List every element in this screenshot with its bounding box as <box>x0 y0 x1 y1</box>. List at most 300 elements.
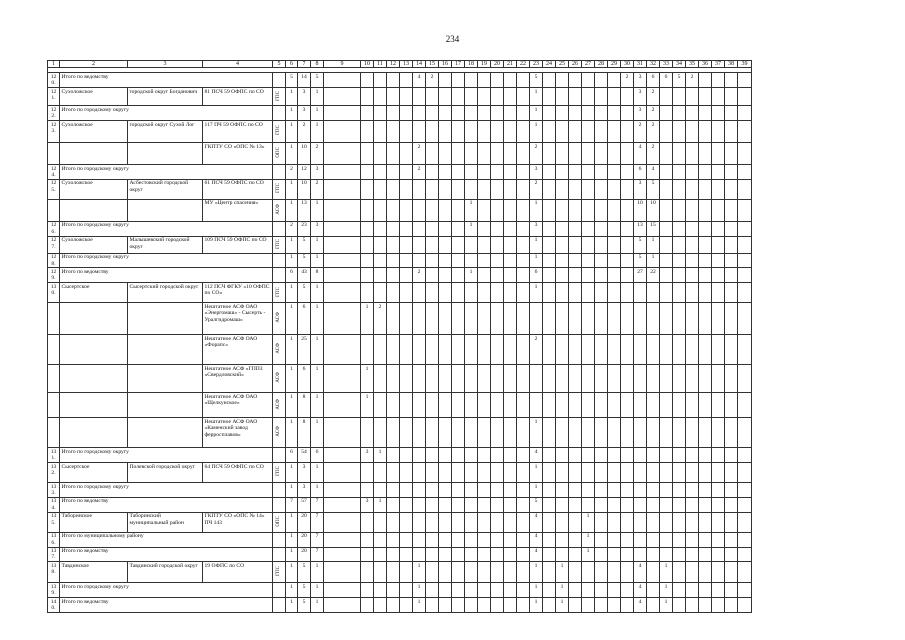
value-cell <box>699 598 712 613</box>
value-cell <box>530 393 543 418</box>
total-label: Итого по ведомству <box>60 73 273 88</box>
value-cell <box>608 598 621 613</box>
value-cell <box>400 532 413 547</box>
value-cell <box>324 418 361 448</box>
value-cell <box>686 547 699 562</box>
value-cell <box>517 532 530 547</box>
value-cell <box>725 547 738 562</box>
value-cell: 5 <box>530 73 543 88</box>
value-cell <box>673 303 686 335</box>
value-cell: 1 <box>311 236 324 253</box>
table-row <box>48 463 752 483</box>
value-cell <box>673 143 686 165</box>
value-cell <box>517 418 530 448</box>
value-cell <box>491 547 504 562</box>
unit-type-label: АСФ <box>276 398 282 410</box>
value-cell <box>439 73 452 88</box>
value-cell <box>426 335 439 365</box>
value-cell: 1 <box>311 483 324 498</box>
value-cell: 1 <box>311 598 324 613</box>
value-cell <box>647 448 660 463</box>
value-cell <box>595 448 608 463</box>
district-cell: Таборинское <box>60 512 128 532</box>
value-cell <box>686 143 699 165</box>
value-cell <box>324 221 361 236</box>
value-cell <box>699 448 712 463</box>
value-cell <box>725 512 738 532</box>
value-cell <box>699 303 712 335</box>
column-number: 39 <box>738 61 752 68</box>
value-cell <box>673 365 686 393</box>
value-cell <box>478 547 491 562</box>
value-cell <box>426 106 439 121</box>
value-cell <box>439 418 452 448</box>
value-cell <box>413 448 426 463</box>
value-cell <box>673 598 686 613</box>
value-cell <box>504 143 517 165</box>
value-cell <box>439 547 452 562</box>
value-cell <box>699 547 712 562</box>
value-cell <box>387 547 400 562</box>
unit-type-label: АСФ <box>276 426 282 437</box>
value-cell <box>738 393 752 418</box>
value-cell: 5 <box>298 253 311 268</box>
value-cell: 1 <box>530 121 543 143</box>
value-cell <box>686 583 699 598</box>
value-cell <box>400 179 413 199</box>
value-cell <box>324 335 361 365</box>
value-cell <box>465 418 478 448</box>
value-cell: 1 <box>286 303 298 335</box>
value-cell: 2 <box>686 73 699 88</box>
value-cell <box>543 393 556 418</box>
column-number: 38 <box>725 61 738 68</box>
value-cell <box>452 121 465 143</box>
value-cell <box>387 283 400 303</box>
value-cell <box>738 199 752 221</box>
value-cell <box>634 532 647 547</box>
value-cell <box>595 236 608 253</box>
value-cell: 1 <box>311 199 324 221</box>
value-cell <box>504 73 517 88</box>
value-cell <box>673 335 686 365</box>
row-number: 134. <box>48 497 60 512</box>
value-cell <box>452 562 465 583</box>
value-cell <box>387 165 400 180</box>
value-cell <box>686 121 699 143</box>
value-cell: 7 <box>311 532 324 547</box>
unit-type-label: ОПС <box>276 515 282 527</box>
value-cell <box>400 365 413 393</box>
value-cell <box>543 165 556 180</box>
value-cell <box>660 365 673 393</box>
value-cell <box>725 335 738 365</box>
value-cell <box>686 598 699 613</box>
value-cell <box>504 532 517 547</box>
value-cell <box>582 365 595 393</box>
value-cell <box>608 199 621 221</box>
unit-type-cell <box>273 88 286 106</box>
value-cell <box>478 335 491 365</box>
column-number: 22 <box>517 61 530 68</box>
value-cell <box>478 562 491 583</box>
value-cell: 1 <box>647 236 660 253</box>
value-cell <box>725 483 738 498</box>
district-cell <box>60 303 128 335</box>
value-cell <box>595 179 608 199</box>
value-cell <box>725 583 738 598</box>
value-cell <box>738 418 752 448</box>
value-cell <box>725 143 738 165</box>
value-cell <box>608 583 621 598</box>
value-cell <box>582 143 595 165</box>
value-cell: 3 <box>361 448 374 463</box>
value-cell: 1 <box>647 253 660 268</box>
value-cell <box>324 497 361 512</box>
value-cell <box>569 463 582 483</box>
value-cell <box>452 221 465 236</box>
value-cell <box>439 393 452 418</box>
value-cell <box>569 283 582 303</box>
value-cell <box>387 221 400 236</box>
value-cell <box>452 418 465 448</box>
value-cell <box>491 221 504 236</box>
value-cell <box>452 268 465 283</box>
value-cell <box>361 236 374 253</box>
value-cell <box>634 463 647 483</box>
value-cell: 5 <box>286 73 298 88</box>
value-cell <box>725 106 738 121</box>
value-cell <box>426 143 439 165</box>
value-cell <box>491 512 504 532</box>
value-cell <box>439 448 452 463</box>
value-cell <box>569 253 582 268</box>
value-cell <box>569 165 582 180</box>
value-cell <box>712 335 725 365</box>
value-cell <box>556 179 569 199</box>
value-cell <box>608 253 621 268</box>
value-cell <box>660 497 673 512</box>
value-cell <box>543 463 556 483</box>
value-cell: 2 <box>413 143 426 165</box>
value-cell: 10 <box>298 143 311 165</box>
value-cell: 2 <box>311 143 324 165</box>
value-cell <box>595 562 608 583</box>
value-cell <box>582 106 595 121</box>
value-cell: 13 <box>634 221 647 236</box>
value-cell: 4 <box>634 598 647 613</box>
value-cell <box>621 365 634 393</box>
table-row <box>48 418 752 448</box>
value-cell <box>595 365 608 393</box>
value-cell <box>465 562 478 583</box>
value-cell <box>634 497 647 512</box>
value-cell <box>608 236 621 253</box>
column-number: 33 <box>660 61 673 68</box>
value-cell: 6 <box>660 73 673 88</box>
district-cell <box>60 199 128 221</box>
value-cell <box>712 88 725 106</box>
value-cell <box>582 179 595 199</box>
value-cell <box>324 562 361 583</box>
municipality-cell <box>128 365 203 393</box>
value-cell: 1 <box>556 562 569 583</box>
value-cell <box>621 106 634 121</box>
total-row <box>48 598 752 613</box>
value-cell <box>582 583 595 598</box>
value-cell <box>543 418 556 448</box>
value-cell: 1 <box>311 583 324 598</box>
value-cell <box>387 179 400 199</box>
value-cell <box>738 221 752 236</box>
value-cell <box>621 483 634 498</box>
value-cell: 2 <box>634 121 647 143</box>
unit-type-cell <box>273 283 286 303</box>
unit-cell: Нештатное АСФ «ГППЗ «Свердловский» <box>203 365 273 393</box>
district-cell <box>60 365 128 393</box>
unit-type-cell <box>273 303 286 335</box>
value-cell: 2 <box>426 73 439 88</box>
value-cell <box>647 562 660 583</box>
row-number: 126. <box>48 221 60 236</box>
value-cell <box>324 463 361 483</box>
value-cell <box>647 283 660 303</box>
value-cell <box>699 532 712 547</box>
value-cell <box>465 73 478 88</box>
value-cell <box>543 221 556 236</box>
value-cell <box>465 88 478 106</box>
value-cell <box>465 365 478 393</box>
value-cell <box>738 583 752 598</box>
value-cell <box>621 463 634 483</box>
value-cell <box>595 88 608 106</box>
value-cell <box>400 221 413 236</box>
value-cell <box>413 283 426 303</box>
value-cell <box>324 268 361 283</box>
value-cell <box>595 106 608 121</box>
value-cell: 3 <box>311 221 324 236</box>
column-number: 15 <box>426 61 439 68</box>
value-cell: 2 <box>374 303 387 335</box>
value-cell <box>725 393 738 418</box>
total-label: Итого по городскому округу <box>60 448 273 463</box>
value-cell <box>324 365 361 393</box>
value-cell <box>556 547 569 562</box>
unit-type-cell <box>273 562 286 583</box>
value-cell <box>387 418 400 448</box>
value-cell: 3 <box>298 463 311 483</box>
value-cell <box>738 179 752 199</box>
value-cell <box>413 335 426 365</box>
value-cell: 4 <box>530 547 543 562</box>
value-cell <box>504 598 517 613</box>
value-cell: 20 <box>298 547 311 562</box>
value-cell <box>712 106 725 121</box>
value-cell: 54 <box>298 448 311 463</box>
value-cell <box>738 73 752 88</box>
column-number: 8 <box>311 61 324 68</box>
value-cell <box>686 165 699 180</box>
column-number: 26 <box>569 61 582 68</box>
value-cell <box>400 562 413 583</box>
district-cell <box>60 393 128 418</box>
value-cell <box>374 121 387 143</box>
value-cell <box>387 463 400 483</box>
value-cell <box>660 547 673 562</box>
value-cell: 2 <box>530 179 543 199</box>
value-cell: 1 <box>311 365 324 393</box>
value-cell <box>324 121 361 143</box>
value-cell: 13 <box>298 199 311 221</box>
value-cell <box>673 106 686 121</box>
municipality-cell: городской округ Сухой Лог <box>128 121 203 143</box>
value-cell <box>738 253 752 268</box>
value-cell <box>647 463 660 483</box>
value-cell <box>439 199 452 221</box>
value-cell <box>491 598 504 613</box>
value-cell <box>621 283 634 303</box>
value-cell <box>439 483 452 498</box>
value-cell <box>374 73 387 88</box>
value-cell <box>569 598 582 613</box>
table-row <box>48 365 752 393</box>
value-cell <box>465 303 478 335</box>
municipality-cell: Таборинский муниципальный район <box>128 512 203 532</box>
type-cell <box>273 165 286 180</box>
value-cell <box>712 512 725 532</box>
column-number: 27 <box>582 61 595 68</box>
value-cell <box>400 583 413 598</box>
value-cell <box>621 562 634 583</box>
value-cell <box>556 497 569 512</box>
value-cell: 1 <box>286 179 298 199</box>
value-cell <box>608 393 621 418</box>
column-number: 9 <box>324 61 361 68</box>
type-cell <box>273 532 286 547</box>
value-cell <box>324 448 361 463</box>
column-number: 21 <box>504 61 517 68</box>
value-cell <box>478 199 491 221</box>
value-cell <box>738 365 752 393</box>
value-cell <box>374 335 387 365</box>
unit-type-cell <box>273 418 286 448</box>
value-cell <box>387 497 400 512</box>
value-cell <box>387 268 400 283</box>
value-cell <box>621 335 634 365</box>
value-cell <box>647 497 660 512</box>
value-cell <box>582 418 595 448</box>
value-cell <box>452 253 465 268</box>
value-cell <box>712 236 725 253</box>
value-cell <box>569 143 582 165</box>
value-cell <box>387 106 400 121</box>
value-cell <box>686 88 699 106</box>
value-cell <box>673 532 686 547</box>
value-cell <box>569 106 582 121</box>
value-cell <box>673 418 686 448</box>
value-cell: 1 <box>311 562 324 583</box>
value-cell <box>491 303 504 335</box>
type-cell <box>273 547 286 562</box>
value-cell <box>504 253 517 268</box>
total-label: Итого по городскому округу <box>60 221 273 236</box>
unit-type-cell <box>273 143 286 165</box>
value-cell <box>452 448 465 463</box>
value-cell <box>478 463 491 483</box>
value-cell <box>491 268 504 283</box>
value-cell <box>595 253 608 268</box>
value-cell <box>517 73 530 88</box>
value-cell <box>361 532 374 547</box>
value-cell <box>699 393 712 418</box>
value-cell <box>556 221 569 236</box>
value-cell <box>660 221 673 236</box>
value-cell <box>725 598 738 613</box>
value-cell: 8 <box>298 418 311 448</box>
value-cell: 1 <box>286 598 298 613</box>
value-cell <box>452 547 465 562</box>
unit-type-label: АСФ <box>276 203 282 215</box>
value-cell <box>374 598 387 613</box>
value-cell <box>517 88 530 106</box>
value-cell <box>543 512 556 532</box>
value-cell: 1 <box>413 598 426 613</box>
value-cell <box>517 335 530 365</box>
value-cell <box>621 418 634 448</box>
value-cell <box>660 268 673 283</box>
value-cell <box>673 448 686 463</box>
value-cell <box>621 236 634 253</box>
value-cell <box>699 165 712 180</box>
total-row <box>48 448 752 463</box>
value-cell <box>478 497 491 512</box>
table-row <box>48 283 752 303</box>
value-cell <box>374 365 387 393</box>
value-cell <box>686 283 699 303</box>
column-number: 29 <box>608 61 621 68</box>
value-cell <box>543 199 556 221</box>
value-cell <box>699 143 712 165</box>
value-cell <box>569 365 582 393</box>
value-cell <box>608 448 621 463</box>
value-cell <box>452 179 465 199</box>
value-cell: 2 <box>621 73 634 88</box>
value-cell <box>374 199 387 221</box>
unit-type-label: ГПС <box>276 566 282 577</box>
table-row <box>48 393 752 418</box>
value-cell <box>452 497 465 512</box>
value-cell <box>595 335 608 365</box>
value-cell <box>478 512 491 532</box>
column-number: 3 <box>128 61 203 68</box>
value-cell: 1 <box>286 483 298 498</box>
value-cell <box>478 418 491 448</box>
column-number: 10 <box>361 61 374 68</box>
column-number: 12 <box>387 61 400 68</box>
value-cell: 2 <box>647 143 660 165</box>
value-cell <box>608 268 621 283</box>
value-cell <box>608 73 621 88</box>
value-cell <box>324 143 361 165</box>
value-cell: 3 <box>298 88 311 106</box>
value-cell <box>452 303 465 335</box>
value-cell <box>712 562 725 583</box>
value-cell <box>647 583 660 598</box>
value-cell <box>582 448 595 463</box>
value-cell <box>582 463 595 483</box>
value-cell: 4 <box>634 583 647 598</box>
value-cell <box>725 88 738 106</box>
